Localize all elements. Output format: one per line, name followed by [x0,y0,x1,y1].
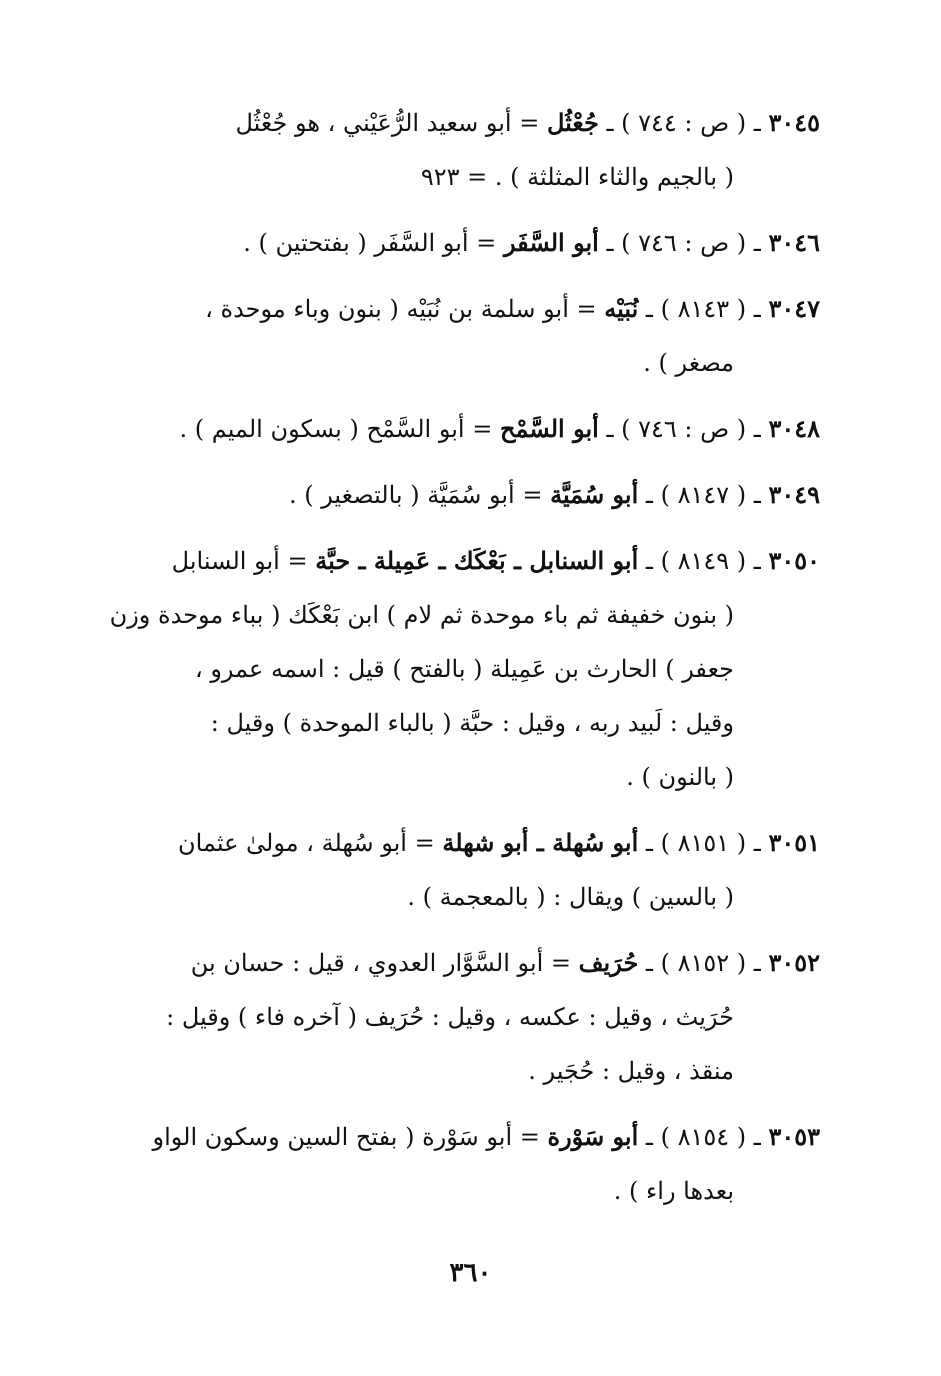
dash-separator: ـ [638,547,661,575]
entry-headword: أبو سُمَيَّة [550,480,639,509]
entry-headword: أبو السنابل ـ بَعْكَك ـ عَمِيلة ـ حبَّة [315,546,639,575]
entries-list [68,96,820,1230]
entry-continuation-line: ( بنون خفيفة ثم باء موحدة ثم لام ) ابن بَعْكَك ( بباء موحدة وزن [109,601,734,629]
entry-continuation-line: منقذ ، وقيل : حُجَير . [528,1057,734,1085]
entry-first-line [68,936,820,990]
entry-ref: ( ٨١٥٤ ) [660,1123,747,1151]
dash-separator: ـ [746,1123,769,1151]
dash-separator: ـ [746,547,769,575]
entry-first-line [68,402,820,456]
entry-continuation-line: ( بالجيم والثاء المثلثة ) . = ٩٢٣ [420,163,734,191]
entry [68,816,820,924]
entry-number: ٣٠٤٩ [768,480,820,509]
entry [68,96,820,204]
entry-continuation-line: حُرَيث ، وقيل : عكسه ، وقيل : حُرَيف ( آخره فاء ) وقيل : [166,1003,734,1031]
entry-text: = أبو السَّفَر ( بفتحتين ) . [243,229,497,257]
entry [68,216,820,270]
entry-text: = أبو السنابل [171,547,308,575]
dash-separator: ـ [746,295,769,323]
entry-first-line [68,216,820,270]
entry-ref: ( ٨١٥١ ) [660,829,747,857]
entry-ref: ( ص : ٧٤٦ ) [621,415,747,443]
entry-ref: ( ٨١٤٩ ) [660,547,747,575]
entry-first-line [68,96,820,150]
dash-separator: ـ [598,229,622,257]
entry-continuation-line: جعفر ) الحارث بن عَمِيلة ( بالفتح ) قيل : اسمه عمرو ، [194,655,734,683]
entry-continuation-line: ( بالسين ) ويقال : ( بالمعجمة ) . [407,883,734,911]
entry-text: = أبو سُهلة ، مولىٰ عثمان [178,829,435,857]
dash-separator: ـ [638,481,661,509]
entry-text: = أبو السَّوَّار العدوي ، قيل : حسان بن [190,949,572,977]
entry-text: = أبو سلمة بن نُبَيْه ( بنون وباء موحدة ، [205,295,597,323]
entry-first-line [68,1110,820,1164]
dash-separator: ـ [638,295,661,323]
dash-separator: ـ [598,109,622,137]
entry-first-line [68,816,820,870]
entry-number: ٣٠٤٥ [768,108,820,137]
dash-separator: ـ [746,109,769,137]
entry-headword: أبو سَوْرة [547,1122,639,1151]
entry-headword: أبو السَّمْح [499,414,599,443]
entry-ref: ( ٨١٥٢ ) [660,949,747,977]
entry-headword: حُرَيف [578,948,639,977]
entry-continuation-line: وقيل : لَبيد ربه ، وقيل : حبَّة ( بالباء الموحدة ) وقيل : [210,709,734,737]
entry-text: = أبو سَوْرة ( بفتح السين وسكون الواو [152,1123,540,1151]
entry-number: ٣٠٥١ [768,828,820,857]
entry-text: = أبو سعيد الرُّعَيْني ، هو جُعْثُل [235,109,540,137]
dash-separator: ـ [746,481,769,509]
entry [68,1110,820,1218]
entry-number: ٣٠٤٧ [768,294,820,323]
dash-separator: ـ [746,829,769,857]
entry-first-line [68,282,820,336]
entry [68,468,820,522]
dash-separator: ـ [746,949,769,977]
entry-number: ٣٠٥٣ [768,1122,820,1151]
dash-separator: ـ [638,829,661,857]
entry-headword: جُعْثُل [546,108,599,137]
entry-text: = أبو سُمَيَّة ( بالتصغير ) . [288,481,543,509]
entry-headword: أبو السَّفَر [503,228,599,257]
entry-headword: نُبَيْه [604,294,639,323]
entry-number: ٣٠٥٠ [768,546,820,575]
dash-separator: ـ [638,949,661,977]
entry [68,534,820,804]
entry-ref: ( ص : ٧٤٦ ) [621,229,747,257]
page-number: ٣٦٠ [449,1258,492,1288]
entry-ref: ( ص : ٧٤٤ ) [621,109,747,137]
entry-continuation-line: ( بالنون ) . [626,763,734,791]
entry-number: ٣٠٤٨ [768,414,820,443]
entry-ref: ( ٨١٤٧ ) [660,481,747,509]
entry-headword: أبو سُهلة ـ أبو شهلة [442,828,639,857]
entry [68,282,820,390]
entry-continuation-line: بعدها راء ) . [613,1177,734,1205]
dash-separator: ـ [598,415,622,443]
entry-first-line [68,468,820,522]
dash-separator: ـ [746,229,769,257]
dash-separator: ـ [746,415,769,443]
entry-number: ٣٠٤٦ [768,228,820,257]
dash-separator: ـ [638,1123,661,1151]
entry-first-line [68,534,820,588]
entry [68,936,820,1098]
entry-text: = أبو السَّمْح ( بسكون الميم ) . [179,415,493,443]
entry-number: ٣٠٥٢ [768,948,820,977]
entry-continuation-line: مصغر ) . [643,349,734,377]
entry-ref: ( ٨١٤٣ ) [660,295,747,323]
entry [68,402,820,456]
